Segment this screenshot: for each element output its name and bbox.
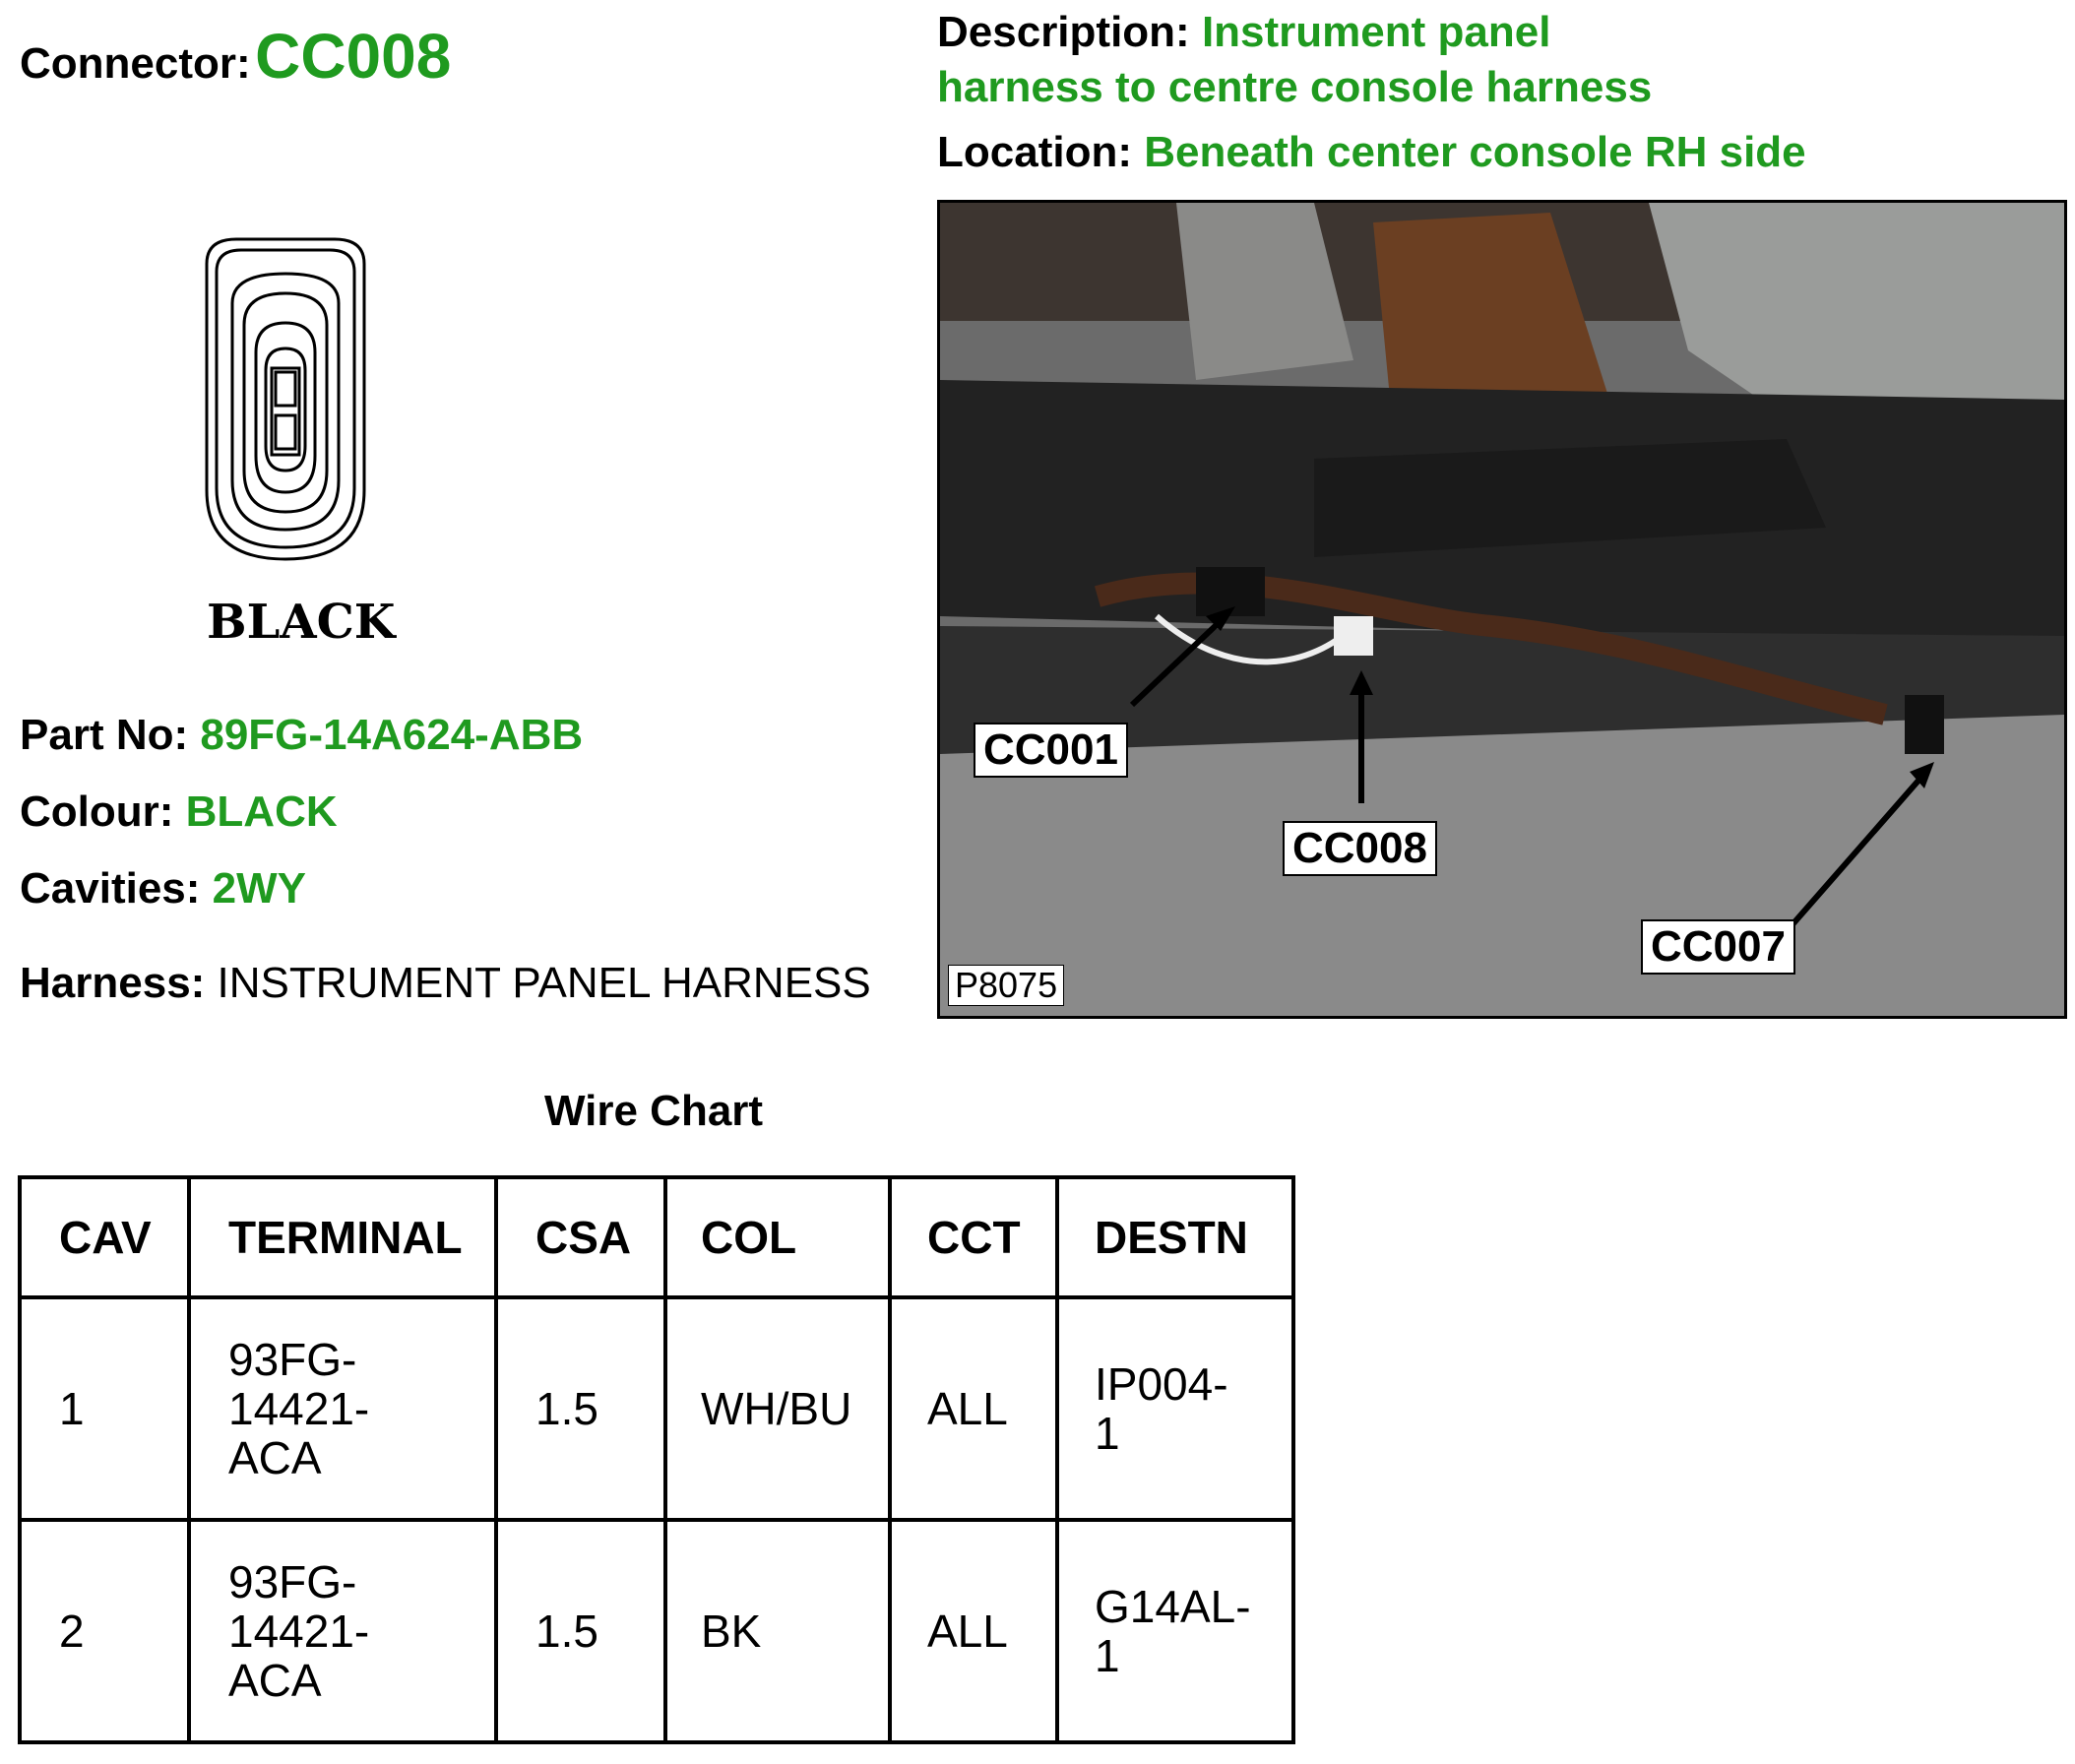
wire-chart-table — [18, 1175, 1295, 1744]
harness-label: Harness: — [20, 959, 206, 1007]
column-header-cct: CCT — [890, 1177, 1057, 1297]
cavities-value: 2WY — [212, 864, 307, 913]
description-label: Description: — [937, 8, 1190, 56]
cell-col: WH/BU — [665, 1297, 890, 1520]
cell-cav: 2 — [20, 1520, 189, 1742]
part-no-label: Part No: — [20, 711, 189, 759]
cell-cct: ALL — [890, 1520, 1057, 1742]
cell-csa: 1.5 — [496, 1520, 665, 1742]
column-header-cav: CAV — [20, 1177, 189, 1297]
connector-drawing — [197, 234, 394, 648]
connector-face-icon — [197, 234, 394, 589]
cavities-label: Cavities: — [20, 864, 201, 913]
cell-col: BK — [665, 1520, 890, 1742]
harness-value: INSTRUMENT PANEL HARNESS — [217, 959, 871, 1007]
callout-cc007: CC007 — [1641, 919, 1795, 975]
location-value: Beneath center console RH side — [1144, 128, 1806, 176]
column-header-destn: DESTN — [1057, 1177, 1293, 1297]
table-header-row — [20, 1177, 1293, 1297]
callout-cc008: CC008 — [1283, 821, 1437, 876]
description-line2: harness to centre console harness — [937, 63, 1653, 111]
cell-destn: IP004- 1 — [1057, 1297, 1293, 1520]
table-row — [20, 1297, 1293, 1520]
column-header-csa: CSA — [496, 1177, 665, 1297]
photo-illustration — [940, 203, 2064, 1016]
colour-row — [20, 788, 338, 837]
part-no-value: 89FG-14A624-ABB — [200, 711, 584, 759]
location-label: Location: — [937, 128, 1132, 176]
harness-row — [20, 959, 871, 1008]
colour-value: BLACK — [185, 788, 338, 836]
figure-reference: P8075 — [948, 965, 1064, 1006]
description-block — [937, 8, 1806, 177]
cell-terminal: 93FG- 14421- ACA — [189, 1297, 496, 1520]
wire-chart-title: Wire Chart — [544, 1087, 764, 1135]
column-header-col: COL — [665, 1177, 890, 1297]
cell-terminal: 93FG- 14421- ACA — [189, 1520, 496, 1742]
part-no-row — [20, 711, 583, 760]
cell-csa: 1.5 — [496, 1297, 665, 1520]
cell-cct: ALL — [890, 1297, 1057, 1520]
callout-cc001: CC001 — [974, 723, 1128, 778]
cell-cav: 1 — [20, 1297, 189, 1520]
cell-destn: G14AL- 1 — [1057, 1520, 1293, 1742]
colour-label: Colour: — [20, 788, 174, 836]
connector-id: CC008 — [255, 21, 452, 92]
connector-label: Connector: — [20, 39, 251, 88]
location-photo — [937, 200, 2067, 1019]
connector-drawing-caption: BLACK — [207, 595, 396, 650]
column-header-terminal: TERMINAL — [189, 1177, 496, 1297]
description-line1: Instrument panel — [1201, 8, 1551, 56]
cavities-row — [20, 864, 306, 914]
connector-heading — [20, 20, 451, 93]
table-row — [20, 1520, 1293, 1742]
